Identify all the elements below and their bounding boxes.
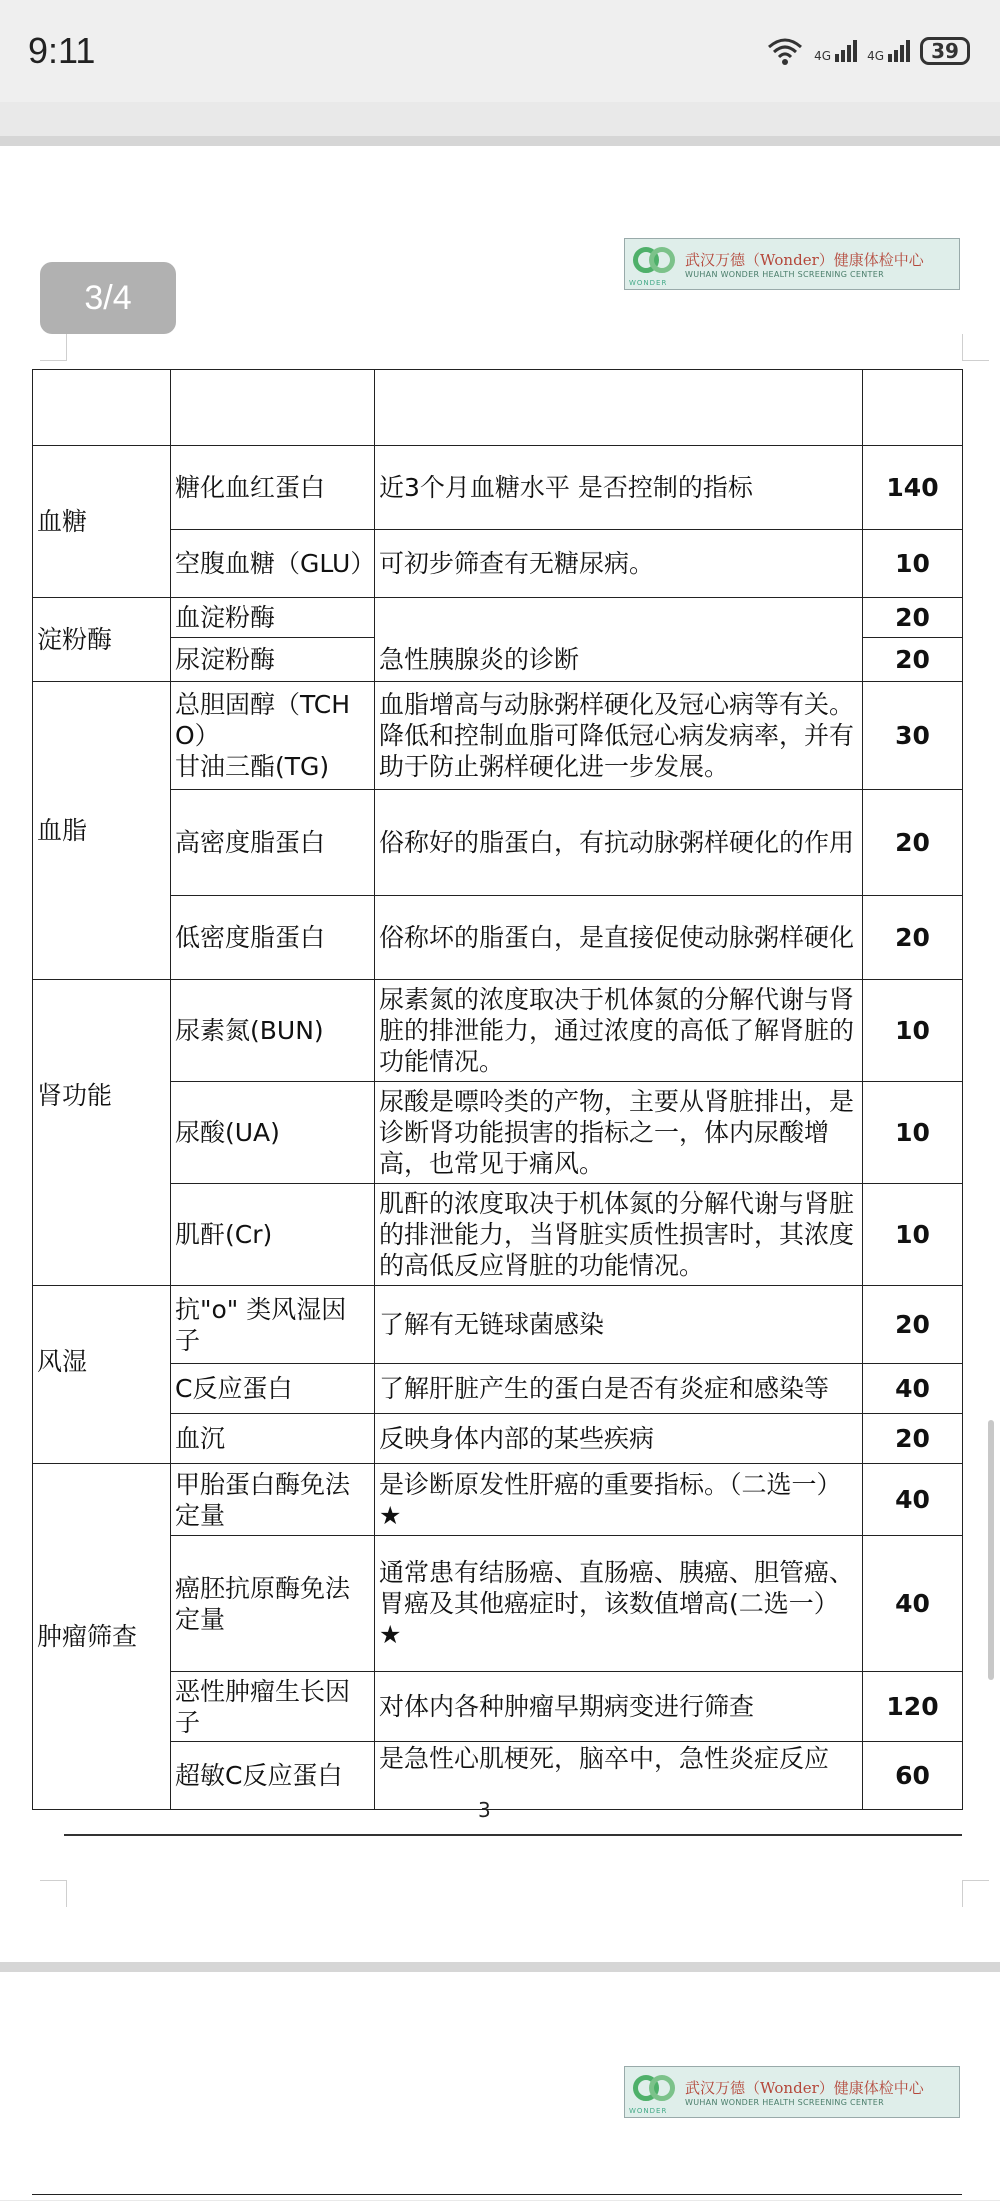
description-cell: 可初步筛查有无糖尿病。: [375, 530, 863, 598]
category-cell: 淀粉酶: [33, 598, 171, 682]
table-row: [33, 1082, 963, 1184]
price-cell: 20: [863, 790, 963, 896]
table-cell: [171, 370, 375, 446]
table-row: [33, 446, 963, 530]
crop-mark: [962, 334, 989, 361]
price-cell: 120: [863, 1672, 963, 1742]
logo-en-text: WUHAN WONDER HEALTH SCREENING CENTER: [685, 270, 884, 279]
item-cell: 肌酐(Cr): [171, 1184, 375, 1286]
description-cell: 是诊断原发性肝癌的重要指标。（二选一）★: [375, 1464, 863, 1536]
price-cell: 60: [863, 1742, 963, 1810]
table-cell: [863, 370, 963, 446]
cellular-signal-1-icon: 4G: [814, 40, 857, 62]
table-row: [33, 598, 963, 638]
category-cell: 肿瘤筛查: [33, 1464, 171, 1810]
cellular-signal-2-icon: 4G: [867, 40, 910, 62]
category-cell: 肾功能: [33, 980, 171, 1286]
description-cell: 反映身体内部的某些疾病: [375, 1414, 863, 1464]
table-row: [33, 530, 963, 598]
description-cell: 俗称好的脂蛋白，有抗动脉粥样硬化的作用: [375, 790, 863, 896]
item-cell: 总胆固醇（TCHO） 甘油三酯(TG): [171, 682, 375, 790]
item-cell: 超敏C反应蛋白: [171, 1742, 375, 1810]
page-number: 3: [478, 1798, 491, 1822]
description-cell: 血脂增高与动脉粥样硬化及冠心病等有关。降低和控制血脂可降低冠心病发病率，并有助于防止粥样硬化进一步发展。: [375, 682, 863, 790]
price-cell: 40: [863, 1364, 963, 1414]
price-cell: 20: [863, 598, 963, 638]
price-cell: 40: [863, 1536, 963, 1672]
logo-mark-icon: WONDER: [625, 2069, 685, 2115]
price-cell: 10: [863, 1184, 963, 1286]
category-cell: 血脂: [33, 682, 171, 980]
table-row: [33, 790, 963, 896]
item-cell: C反应蛋白: [171, 1364, 375, 1414]
description-cell: 尿素氮的浓度取决于机体氮的分解代谢与肾脏的排泄能力，通过浓度的高低了解肾脏的功能情况。: [375, 980, 863, 1082]
footer-rule: [64, 1834, 962, 1836]
item-cell: 尿酸(UA): [171, 1082, 375, 1184]
description-cell: 了解有无链球菌感染: [375, 1286, 863, 1364]
price-cell: 40: [863, 1464, 963, 1536]
table-row: [33, 980, 963, 1082]
description-cell: 肌酐的浓度取决于机体氮的分解代谢与肾脏的排泄能力，当肾脏实质性损害时，其浓度的高低反应肾脏的功能情况。: [375, 1184, 863, 1286]
table-row: [33, 1672, 963, 1742]
table-row: [33, 682, 963, 790]
wifi-icon: [766, 36, 804, 66]
price-cell: 20: [863, 638, 963, 682]
logo-mark-icon: WONDER: [625, 241, 685, 287]
description-cell: 近3个月血糖水平 是否控制的指标: [375, 446, 863, 530]
logo-en-text: WUHAN WONDER HEALTH SCREENING CENTER: [685, 2098, 884, 2107]
category-cell: 血糖: [33, 446, 171, 598]
description-cell: 对体内各种肿瘤早期病变进行筛查: [375, 1672, 863, 1742]
item-cell: 尿素氮(BUN): [171, 980, 375, 1082]
table-row: [33, 1536, 963, 1672]
table-row: [33, 1742, 963, 1810]
item-cell: 血淀粉酶: [171, 598, 375, 638]
item-cell: 空腹血糖（GLU）: [171, 530, 375, 598]
item-cell: 尿淀粉酶: [171, 638, 375, 682]
price-cell: 20: [863, 896, 963, 980]
price-cell: 10: [863, 530, 963, 598]
status-bar: [0, 0, 1000, 102]
description-cell: 了解肝脏产生的蛋白是否有炎症和感染等: [375, 1364, 863, 1414]
table-row: [33, 1286, 963, 1364]
table-header-row: [33, 370, 963, 446]
description-cell: 尿酸是嘌呤类的产物，主要从肾脏排出，是诊断肾功能损害的指标之一，体内尿酸增高，也常见于痛风。: [375, 1082, 863, 1184]
logo-cn-text: 武汉万德（Wonder）健康体检中心: [685, 251, 924, 269]
description-cell: 是急性心肌梗死，脑卒中，急性炎症反应: [375, 1742, 863, 1810]
header-logo-next: [624, 2066, 960, 2118]
table-row: [33, 1184, 963, 1286]
item-cell: 癌胚抗原酶免法定量: [171, 1536, 375, 1672]
table-cell: [33, 370, 171, 446]
table-cell: [375, 370, 863, 446]
table-row: [33, 1414, 963, 1464]
item-cell: 低密度脂蛋白: [171, 896, 375, 980]
description-cell: 通常患有结肠癌、直肠癌、胰癌、胆管癌、胃癌及其他癌症时，该数值增高(二选一）★: [375, 1536, 863, 1672]
item-cell: 甲胎蛋白酶免法定量: [171, 1464, 375, 1536]
price-cell: 140: [863, 446, 963, 530]
crop-mark: [40, 334, 67, 361]
item-cell: 抗"o" 类风湿因子: [171, 1286, 375, 1364]
crop-mark: [962, 1880, 989, 1907]
clock: 9:11: [28, 30, 96, 71]
battery-icon: 39: [920, 37, 970, 65]
header-logo: [624, 238, 960, 290]
price-cell: 10: [863, 980, 963, 1082]
item-cell: 恶性肿瘤生长因子: [171, 1672, 375, 1742]
category-cell: 风湿: [33, 1286, 171, 1464]
price-cell: 10: [863, 1082, 963, 1184]
item-cell: 血沉: [171, 1414, 375, 1464]
crop-mark: [40, 1880, 67, 1907]
status-icons: [766, 36, 970, 66]
description-cell: 俗称坏的脂蛋白，是直接促使动脉粥样硬化: [375, 896, 863, 980]
price-cell: 20: [863, 1286, 963, 1364]
exam-items-table: [32, 369, 963, 1810]
page-indicator: 3/4: [40, 262, 176, 334]
price-cell: 30: [863, 682, 963, 790]
item-cell: 糖化血红蛋白: [171, 446, 375, 530]
page-separator: [0, 136, 1000, 146]
table-row: [33, 1464, 963, 1536]
item-cell: 高密度脂蛋白: [171, 790, 375, 896]
scrollbar[interactable]: [988, 1420, 994, 1680]
description-cell: 急性胰腺炎的诊断: [375, 598, 863, 682]
table-row: [33, 896, 963, 980]
page-separator: [0, 1962, 1000, 1972]
table-row: [33, 1364, 963, 1414]
price-cell: 20: [863, 1414, 963, 1464]
logo-cn-text: 武汉万德（Wonder）健康体检中心: [685, 2079, 924, 2097]
